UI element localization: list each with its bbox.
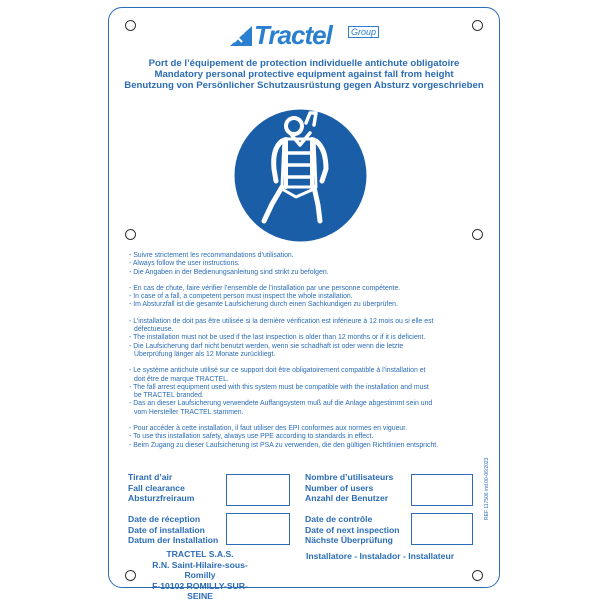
inspection-date-label — [305, 514, 400, 546]
instruction-block — [129, 285, 497, 310]
company-city: F-10102 ROMILLY-SUR-SEINE — [152, 580, 248, 601]
climber-logo-icon — [228, 24, 254, 48]
instruction-line: - Die Laufsicherung darf nicht benutzt werden, wenn sie schadhaft ist oder wenn die letzte — [129, 342, 404, 350]
instruction-block — [129, 318, 497, 359]
instruction-line: - The installation must not be used if the last inspection is older than 12 months or if it is deficient. — [129, 334, 426, 342]
field-label-de: Datum der Installation — [128, 535, 219, 545]
number-of-users-label — [305, 472, 393, 504]
company-address — [140, 549, 260, 602]
instruction-line: - Beim Zugang zu dieser Laufsicherung ist PSA zu verwenden, die den gültigen Richtlinien entspricht. — [129, 441, 439, 449]
field-label-fr: Tirant d’air — [128, 472, 173, 482]
instruction-line: - Le système antichute utilisé sur ce support doit être obligatoirement compatible à l’installation et — [129, 367, 426, 375]
mounting-hole — [125, 570, 136, 581]
instruction-line: - L’installation de doit pas être utilisée si la dernière vérification est inférieure à 12 mois ou si elle est — [129, 317, 434, 325]
mounting-hole — [125, 229, 136, 240]
instruction-line: be TRACTEL branded. — [134, 392, 204, 400]
harness-icon — [234, 109, 367, 242]
instruction-block — [129, 252, 497, 277]
tractel-logo — [228, 22, 376, 50]
instruction-line: - Die Angaben in der Bedienungsanleitung sind strikt zu befolgen. — [129, 268, 329, 276]
fall-clearance-label — [128, 472, 194, 504]
mounting-hole — [472, 229, 483, 240]
field-label-en: Date of installation — [128, 524, 205, 535]
instruction-line: - The fall arrest equipment used with this system must be compatible with the installation and must — [129, 383, 429, 391]
brand-name: Tractel — [254, 20, 332, 50]
title-line-fr: Port de l’équipement de protection individuelle antichute obligatoire — [148, 58, 460, 69]
field-label-en: Number of users — [305, 482, 374, 493]
instruction-line: doit être de marque TRACTEL. — [134, 375, 229, 383]
brand-group-label: Group — [348, 26, 379, 38]
instruction-line: - Suivre strictement les recommandations d’utilisation. — [129, 252, 294, 259]
field-label-de: Anzahl der Benutzer — [305, 493, 389, 503]
number-of-users-field[interactable] — [411, 474, 473, 506]
field-label-fr: Date de contrôle — [305, 514, 373, 524]
company-street: R.N. Saint-Hilaire-sous-Romilly — [152, 559, 248, 580]
field-label-fr: Nombre d’utilisateurs — [305, 472, 394, 482]
reference-code: REF 117506 ind.00-06/2023 — [484, 457, 490, 520]
sign-title — [112, 58, 496, 91]
title-line-en: Mandatory personal protective equipment against fall from height — [154, 69, 454, 80]
instruction-line: Überprüfung länger als 12 Monate zurückliegt. — [134, 350, 276, 358]
mounting-hole — [472, 570, 483, 581]
inspection-date-field[interactable] — [411, 513, 473, 545]
instruction-line: - In case of a fall, a competent person must inspect the whole installation. — [129, 293, 353, 301]
instruction-line: - Das an dieser Laufsicherung verwendete Auffangsystem muß auf die Anlage abgestimmt sein und — [129, 400, 433, 408]
company-name: TRACTEL S.A.S. — [166, 549, 234, 559]
instruction-line: - Always follow the user instructions. — [129, 260, 240, 268]
fall-clearance-field[interactable] — [226, 474, 290, 506]
mounting-hole — [472, 20, 483, 31]
installation-date-label — [128, 514, 218, 546]
instruction-line: - To use this installation safety, always use PPE according to standards in effect. — [129, 433, 374, 441]
instruction-line: - En cas de chute, faire vérifier l’ensemble de l’installation par une personne compétente. — [129, 284, 401, 292]
instruction-line: - Pour accéder à cette installation, il faut utiliser des EPI conformes aux normes en vigueur. — [129, 425, 408, 433]
field-label-de: Nächste Überprüfung — [305, 535, 393, 545]
instruction-block — [129, 425, 497, 450]
instruction-line: défectueuse. — [134, 326, 174, 334]
title-line-de: Benutzung von Persönlicher Schutzausrüstung gegen Absturz vorgeschrieben — [124, 80, 484, 91]
instruction-block — [129, 367, 497, 417]
field-label-fr: Date de réception — [128, 514, 201, 524]
instruction-line: - Im Absturzfall ist die gesamte Laufsicherung durch einen Sachkundigen zu überprüfen. — [129, 301, 398, 309]
installer-label: Installatore - Instalador - Installateur — [306, 551, 455, 561]
field-label-en: Fall clearance — [128, 482, 185, 493]
field-label-de: Absturzfreiraum — [128, 493, 195, 503]
field-label-en: Date of next inspection — [305, 524, 400, 535]
installation-date-field[interactable] — [226, 513, 290, 545]
mounting-hole — [125, 20, 136, 31]
instructions — [129, 252, 497, 458]
instruction-line: vom Hersteller TRACTEL stammen. — [134, 408, 244, 416]
